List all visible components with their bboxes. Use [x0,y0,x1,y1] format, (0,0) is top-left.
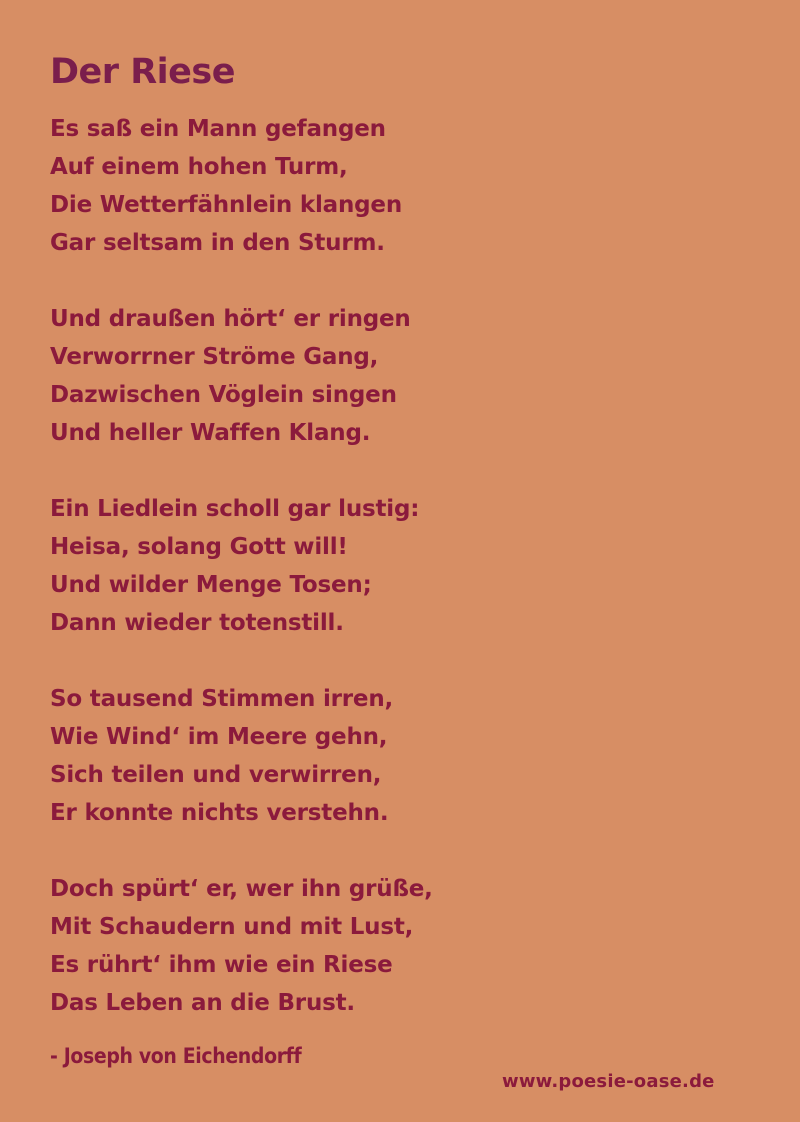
poem-line: Es rührt‘ ihm wie ein Riese [50,952,393,978]
poem-stanza-2 [50,300,760,452]
poem-line: Und heller Waffen Klang. [50,420,371,446]
poem-line: Sich teilen und verwirren, [50,762,382,788]
poem-stanza-1 [50,110,760,262]
poem-line: So tausend Stimmen irren, [50,686,394,712]
poem-title: Der Riese [50,52,235,92]
poem-content [50,50,760,1070]
poem-line: Auf einem hohen Turm, [50,154,348,180]
poem-line: Ein Liedlein scholl gar lustig: [50,496,420,522]
poem-line: Heisa, solang Gott will! [50,534,348,560]
poem-stanza-5 [50,870,760,1022]
poem-line: Er konnte nichts verstehn. [50,800,389,826]
watermark-url: www.poesie-oase.de [502,1071,715,1092]
poem-line: Wie Wind‘ im Meere gehn, [50,724,388,750]
poem-line: Und draußen hört‘ er ringen [50,306,411,332]
poem-line: Doch spürt‘ er, wer ihn grüße, [50,876,433,902]
poem-line: Dann wieder totenstill. [50,610,344,636]
poem-line: Verworrner Ströme Gang, [50,344,379,370]
poem-line: Mit Schaudern und mit Lust, [50,914,414,940]
poem-stanza-4 [50,680,760,832]
poem-line: Die Wetterfähnlein klangen [50,192,402,218]
poem-line: Das Leben an die Brust. [50,990,355,1016]
poem-line: Gar seltsam in den Sturm. [50,230,385,256]
poem-line: Und wilder Menge Tosen; [50,572,372,598]
poem-line: Es saß ein Mann gefangen [50,116,386,142]
poem-stanza-3 [50,490,760,642]
poem-line: Dazwischen Vöglein singen [50,382,397,408]
poem-author: - Joseph von Eichendorff [50,1044,302,1068]
